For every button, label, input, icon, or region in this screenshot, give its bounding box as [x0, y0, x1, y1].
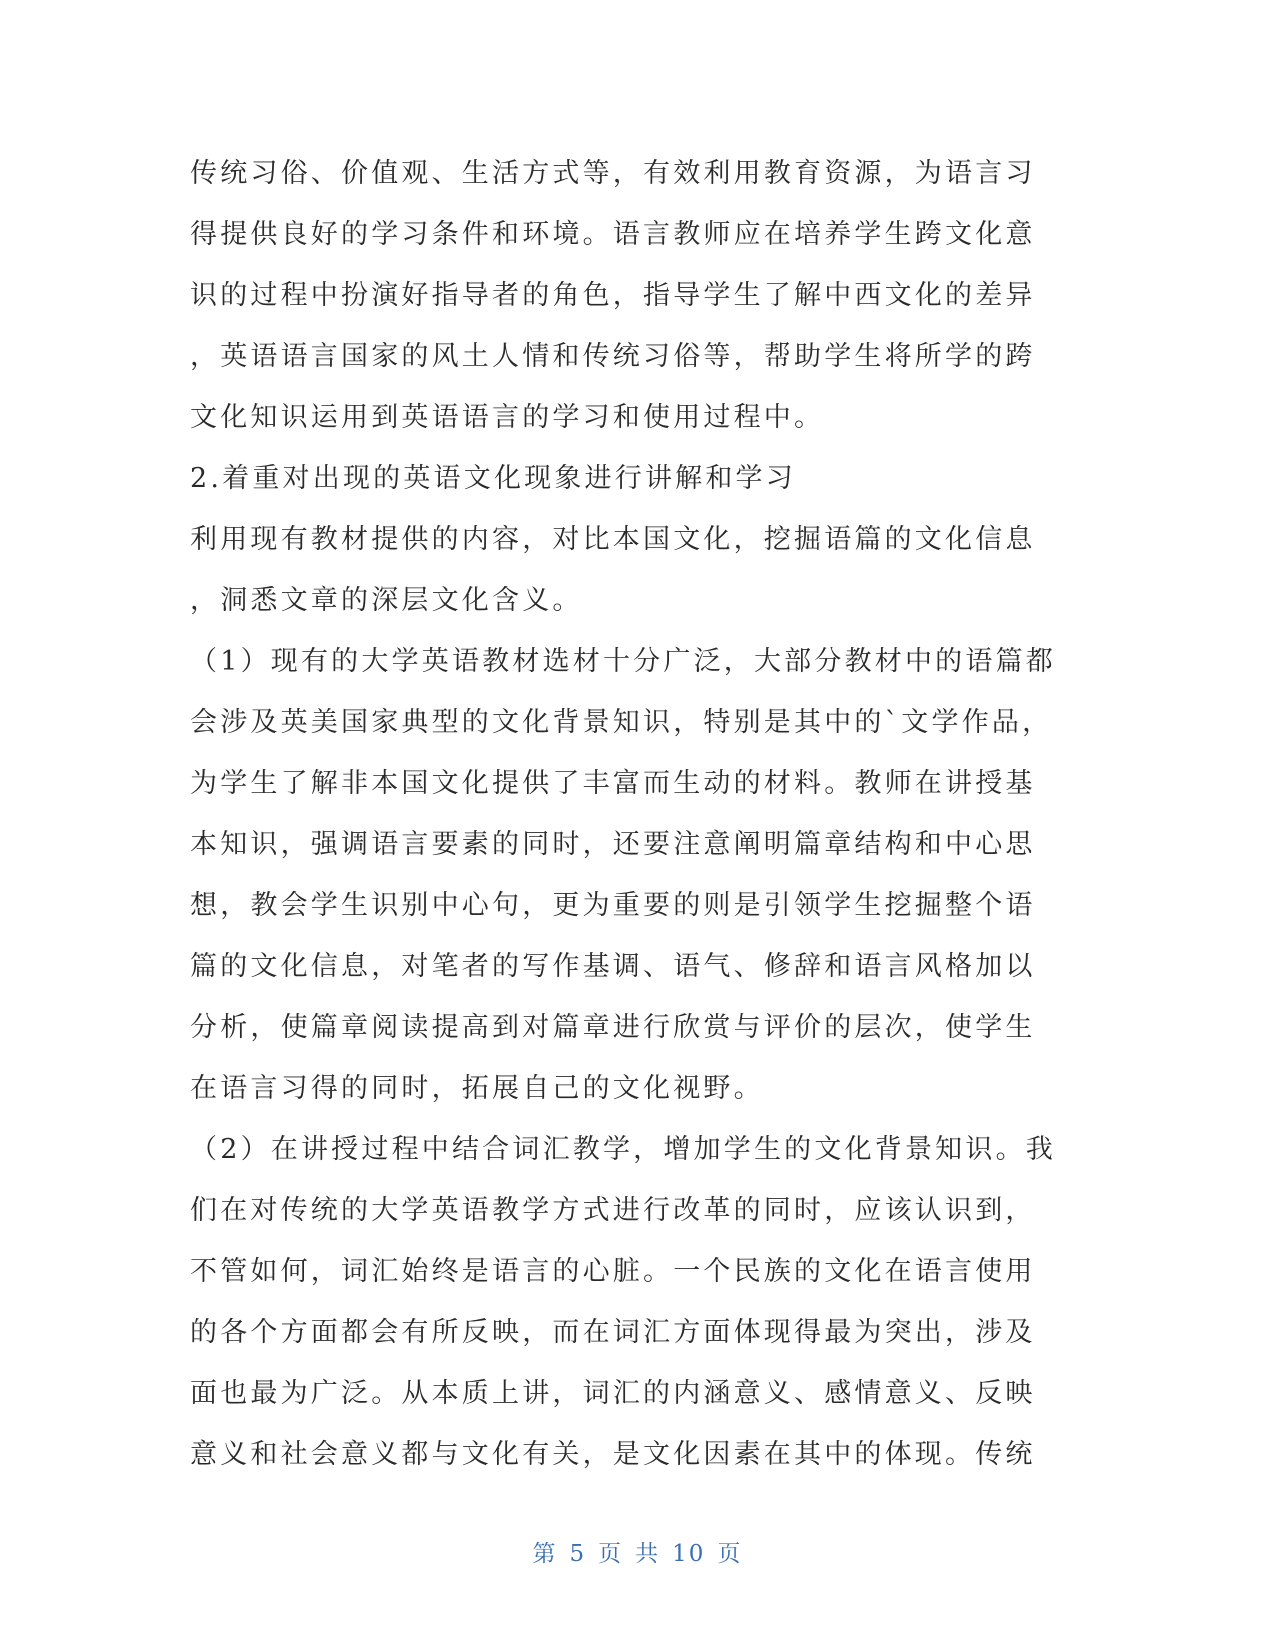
- document-body: [190, 143, 1070, 1485]
- body-line: 传统习俗、价值观、生活方式等，有效利用教育资源，为语言习: [190, 158, 1036, 189]
- body-line: 的各个方面都会有所反映，而在词汇方面体现得最为突出，涉及: [190, 1317, 1036, 1348]
- body-line: ，洞悉文章的深层文化含义。: [190, 585, 583, 616]
- body-line: ，英语语言国家的风土人情和传统习俗等，帮助学生将所学的跨: [190, 341, 1036, 372]
- body-line: 篇的文化信息，对笔者的写作基调、语气、修辞和语言风格加以: [190, 951, 1036, 982]
- body-line: 为学生了解非本国文化提供了丰富而生动的材料。教师在讲授基: [190, 768, 1036, 799]
- body-line: 面也最为广泛。从本质上讲，词汇的内涵意义、感情意义、反映: [190, 1378, 1036, 1409]
- body-line: 在语言习得的同时，拓展自己的文化视野。: [190, 1073, 764, 1104]
- body-line: （1）现有的大学英语教材选材十分广泛，大部分教材中的语篇都: [190, 646, 1056, 677]
- body-line: 文化知识运用到英语语言的学习和使用过程中。: [190, 402, 825, 433]
- current-page-number: 5: [569, 1541, 587, 1567]
- body-line: 会涉及英美国家典型的文化背景知识，特别是其中的`文学作品，: [190, 707, 1053, 738]
- body-line: 想，教会学生识别中心句，更为重要的则是引领学生挖掘整个语: [190, 890, 1036, 921]
- body-line: 不管如何，词汇始终是语言的心脏。一个民族的文化在语言使用: [190, 1256, 1036, 1287]
- body-line: 们在对传统的大学英语教学方式进行改革的同时，应该认识到，: [190, 1195, 1036, 1226]
- body-line: 本知识，强调语言要素的同时，还要注意阐明篇章结构和中心思: [190, 829, 1036, 860]
- body-line: 分析，使篇章阅读提高到对篇章进行欣赏与评价的层次，使学生: [190, 1012, 1036, 1043]
- footer-label-page: 页: [598, 1541, 624, 1567]
- page-footer: [0, 1535, 1275, 1568]
- section-heading: 2.着重对出现的英语文化现象进行讲解和学习: [190, 463, 796, 494]
- body-line: 识的过程中扮演好指导者的角色，指导学生了解中西文化的差异: [190, 280, 1036, 311]
- body-line: 意义和社会意义都与文化有关，是文化因素在其中的体现。传统: [190, 1439, 1036, 1470]
- body-line: 利用现有教材提供的内容，对比本国文化，挖掘语篇的文化信息: [190, 524, 1036, 555]
- body-line: （2）在讲授过程中结合词汇教学，增加学生的文化背景知识。我: [190, 1134, 1056, 1165]
- footer-label-suffix: 页: [717, 1541, 743, 1567]
- total-pages-number: 10: [672, 1541, 706, 1567]
- footer-label-total: 共: [635, 1541, 661, 1567]
- body-line: 得提供良好的学习条件和环境。语言教师应在培养学生跨文化意: [190, 219, 1036, 250]
- footer-label-prefix: 第: [532, 1541, 558, 1567]
